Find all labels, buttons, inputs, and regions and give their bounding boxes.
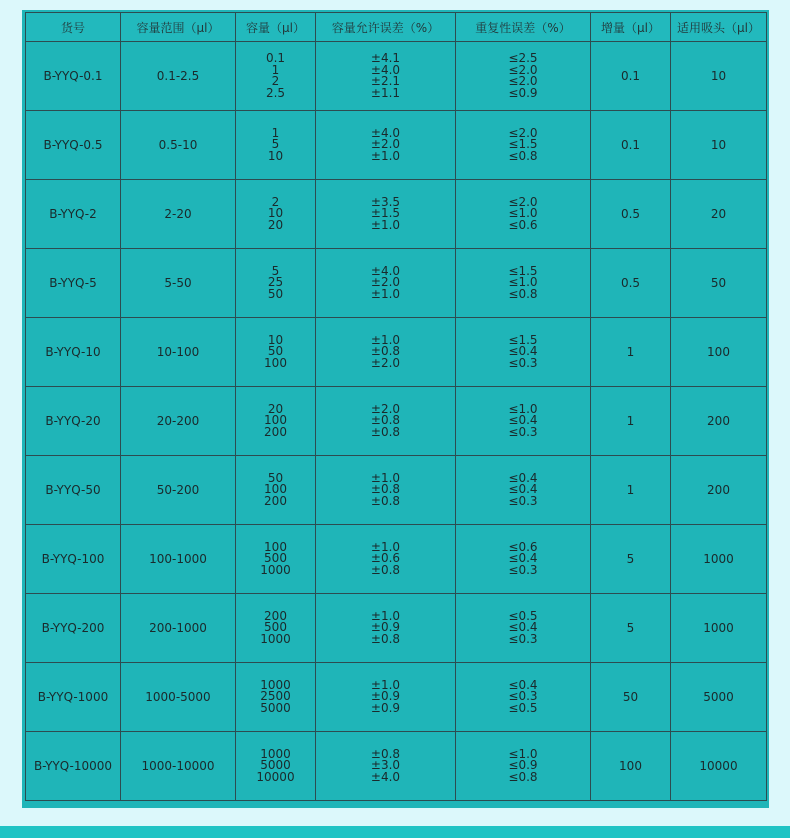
cell-increment: 5 [591, 594, 671, 663]
cell-tolerance [316, 387, 456, 456]
cell-repeatability-line: ≤1.5 [508, 332, 538, 347]
table-row [26, 111, 767, 180]
cell-tip: 10000 [671, 732, 767, 801]
cell-repeatability-line: ≤0.3 [508, 493, 538, 508]
cell-volumes-line: 500 [264, 620, 287, 635]
cell-repeatability-line: ≤1.5 [508, 137, 538, 152]
cell-tolerance [316, 594, 456, 663]
cell-volumes [236, 318, 316, 387]
cell-code: B-YYQ-5 [26, 249, 121, 318]
cell-code: B-YYQ-50 [26, 456, 121, 525]
table-row [26, 732, 767, 801]
cell-tolerance-line: ±4.0 [370, 263, 401, 278]
cell-repeatability-line: ≤0.3 [508, 424, 538, 439]
cell-volumes-line: 100 [264, 355, 287, 370]
cell-repeatability-line: ≤0.9 [508, 758, 538, 773]
cell-repeatability-line: ≤2.0 [508, 62, 538, 77]
cell-volumes-line: 5000 [260, 700, 291, 715]
cell-increment: 0.1 [591, 42, 671, 111]
cell-tolerance [316, 249, 456, 318]
cell-range: 0.1-2.5 [121, 42, 236, 111]
cell-tolerance-line: ±4.1 [370, 51, 401, 65]
cell-tolerance [316, 180, 456, 249]
table-row [26, 318, 767, 387]
cell-range: 100-1000 [121, 525, 236, 594]
cell-repeatability-line: ≤1.5 [508, 263, 538, 278]
cell-tolerance [316, 525, 456, 594]
cell-volumes-line: 1 [271, 62, 280, 77]
cell-volumes-line: 25 [267, 275, 284, 290]
cell-tolerance-line: ±1.0 [370, 217, 401, 232]
cell-tolerance-line: ±0.8 [370, 631, 401, 646]
cell-repeatability-line: ≤2.0 [508, 74, 538, 88]
cell-range: 200-1000 [121, 594, 236, 663]
table-row [26, 525, 767, 594]
cell-volumes-line: 10 [267, 332, 284, 347]
cell-volumes-line: 1 [271, 125, 280, 140]
cell-tolerance-line: ±0.9 [370, 700, 401, 715]
cell-tolerance-line: ±4.0 [370, 62, 401, 77]
cell-repeatability-line: ≤0.8 [508, 148, 538, 163]
cell-code: B-YYQ-100 [26, 525, 121, 594]
cell-repeatability-line: ≤0.6 [508, 539, 538, 554]
cell-tolerance [316, 663, 456, 732]
cell-range: 10-100 [121, 318, 236, 387]
cell-tip: 200 [671, 387, 767, 456]
cell-tolerance-line: ±4.0 [370, 125, 401, 140]
cell-tolerance-line: ±2.0 [370, 401, 401, 416]
cell-volumes-line: 50 [267, 286, 284, 301]
cell-repeatability-line: ≤0.4 [508, 470, 538, 485]
cell-repeatability [456, 387, 591, 456]
header-tolerance: 容量允许误差（%） [316, 13, 456, 42]
cell-volumes-line: 2500 [260, 689, 291, 704]
cell-volumes [236, 732, 316, 801]
table-row [26, 594, 767, 663]
cell-range: 5-50 [121, 249, 236, 318]
cell-repeatability-line: ≤0.4 [508, 551, 538, 566]
cell-tip: 200 [671, 456, 767, 525]
cell-repeatability-line: ≤0.3 [508, 631, 538, 646]
cell-volumes-line: 100 [264, 413, 287, 428]
cell-tolerance-line: ±1.0 [370, 148, 401, 163]
cell-increment: 1 [591, 456, 671, 525]
cell-volumes [236, 456, 316, 525]
header-increment: 增量（μl） [591, 13, 671, 42]
cell-volumes-line: 5000 [260, 758, 291, 773]
cell-tolerance-line: ±1.1 [370, 85, 401, 100]
cell-repeatability-line: ≤0.3 [508, 689, 538, 704]
cell-volumes [236, 180, 316, 249]
cell-volumes [236, 525, 316, 594]
cell-tolerance-line: ±2.0 [370, 275, 401, 290]
table-body [26, 42, 767, 801]
cell-code: B-YYQ-0.5 [26, 111, 121, 180]
cell-tolerance-line: ±1.0 [370, 286, 401, 301]
cell-range: 1000-10000 [121, 732, 236, 801]
cell-repeatability-line: ≤1.0 [508, 206, 538, 221]
header-volume: 容量（μl） [236, 13, 316, 42]
table-row [26, 42, 767, 111]
cell-range: 0.5-10 [121, 111, 236, 180]
cell-repeatability-line: ≤2.0 [508, 194, 538, 209]
cell-increment: 1 [591, 318, 671, 387]
cell-code: B-YYQ-1000 [26, 663, 121, 732]
cell-tolerance-line: ±0.9 [370, 620, 401, 635]
header-tip: 适用吸头（μl） [671, 13, 767, 42]
cell-tolerance-line: ±2.0 [370, 355, 401, 370]
cell-increment: 5 [591, 525, 671, 594]
cell-volumes-line: 1000 [260, 631, 291, 646]
cell-tip: 10 [671, 42, 767, 111]
header-code: 货号 [26, 13, 121, 42]
cell-volumes-line: 5 [271, 137, 280, 152]
cell-tolerance-line: ±1.0 [370, 470, 401, 485]
cell-repeatability-line: ≤0.4 [508, 344, 538, 359]
cell-tolerance-line: ±0.8 [370, 482, 401, 497]
cell-repeatability-line: ≤0.4 [508, 620, 538, 635]
cell-repeatability [456, 111, 591, 180]
cell-repeatability-line: ≤0.3 [508, 355, 538, 370]
cell-volumes-line: 100 [264, 482, 287, 497]
cell-tolerance [316, 732, 456, 801]
cell-volumes-line: 50 [267, 344, 284, 359]
cell-repeatability [456, 525, 591, 594]
cell-increment: 50 [591, 663, 671, 732]
cell-repeatability-line: ≤0.5 [508, 700, 538, 715]
cell-volumes-line: 2 [271, 194, 280, 209]
header-repeatability: 重复性误差（%） [456, 13, 591, 42]
cell-volumes-line: 1000 [260, 746, 291, 761]
cell-tolerance-line: ±1.0 [370, 539, 401, 554]
cell-volumes [236, 42, 316, 111]
cell-tip: 1000 [671, 525, 767, 594]
cell-code: B-YYQ-20 [26, 387, 121, 456]
pipette-spec-table [25, 12, 767, 801]
cell-tolerance-line: ±1.0 [370, 332, 401, 347]
cell-tolerance-line: ±3.5 [370, 194, 401, 209]
cell-tip: 10 [671, 111, 767, 180]
cell-repeatability-line: ≤0.5 [508, 608, 538, 623]
cell-tolerance-line: ±3.0 [370, 758, 401, 773]
cell-repeatability-line: ≤0.3 [508, 562, 538, 577]
cell-volumes-line: 20 [267, 401, 284, 416]
cell-increment: 0.5 [591, 249, 671, 318]
cell-tolerance-line: ±2.1 [370, 74, 401, 88]
cell-volumes-line: 200 [264, 424, 287, 439]
cell-repeatability [456, 456, 591, 525]
cell-volumes-line: 100 [264, 539, 287, 554]
cell-volumes-line: 200 [264, 608, 287, 623]
cell-tolerance-line: ±1.0 [370, 608, 401, 623]
cell-tip: 100 [671, 318, 767, 387]
cell-volumes-line: 2 [271, 74, 280, 88]
cell-range: 2-20 [121, 180, 236, 249]
cell-tolerance [316, 456, 456, 525]
cell-volumes-line: 500 [264, 551, 287, 566]
cell-volumes-line: 0.1 [265, 51, 286, 65]
cell-repeatability-line: ≤0.8 [508, 769, 538, 784]
table-row [26, 180, 767, 249]
cell-repeatability [456, 249, 591, 318]
cell-repeatability [456, 180, 591, 249]
cell-repeatability [456, 732, 591, 801]
cell-tolerance [316, 111, 456, 180]
cell-volumes [236, 387, 316, 456]
cell-volumes-line: 2.5 [265, 85, 286, 100]
cell-tolerance-line: ±0.6 [370, 551, 401, 566]
cell-volumes-line: 20 [267, 217, 284, 232]
header-range: 容量范围（μl） [121, 13, 236, 42]
cell-tip: 1000 [671, 594, 767, 663]
cell-volumes-line: 1000 [260, 677, 291, 692]
cell-tolerance-line: ±2.0 [370, 137, 401, 152]
cell-increment: 0.5 [591, 180, 671, 249]
cell-tolerance [316, 318, 456, 387]
table-row [26, 663, 767, 732]
cell-repeatability [456, 663, 591, 732]
cell-range: 1000-5000 [121, 663, 236, 732]
cell-volumes-line: 10 [267, 148, 284, 163]
cell-repeatability-line: ≤0.4 [508, 413, 538, 428]
cell-repeatability [456, 318, 591, 387]
cell-increment: 1 [591, 387, 671, 456]
cell-range: 50-200 [121, 456, 236, 525]
cell-code: B-YYQ-0.1 [26, 42, 121, 111]
cell-code: B-YYQ-2 [26, 180, 121, 249]
cell-tolerance-line: ±1.5 [370, 206, 401, 221]
table-row [26, 456, 767, 525]
cell-repeatability-line: ≤1.0 [508, 401, 538, 416]
cell-repeatability-line: ≤0.8 [508, 286, 538, 301]
cell-tolerance-line: ±0.8 [370, 413, 401, 428]
cell-tolerance-line: ±0.8 [370, 424, 401, 439]
cell-repeatability [456, 594, 591, 663]
cell-volumes [236, 594, 316, 663]
cell-tolerance-line: ±0.9 [370, 689, 401, 704]
cell-increment: 100 [591, 732, 671, 801]
cell-repeatability-line: ≤2.0 [508, 125, 538, 140]
cell-repeatability [456, 42, 591, 111]
cell-tolerance-line: ±4.0 [370, 769, 401, 784]
cell-volumes-line: 10 [267, 206, 284, 221]
cell-volumes-line: 1000 [260, 562, 291, 577]
cell-volumes [236, 249, 316, 318]
cell-volumes [236, 663, 316, 732]
cell-repeatability-line: ≤0.6 [508, 217, 538, 232]
cell-volumes-line: 200 [264, 493, 287, 508]
cell-repeatability-line: ≤0.4 [508, 482, 538, 497]
cell-volumes [236, 111, 316, 180]
cell-code: B-YYQ-10000 [26, 732, 121, 801]
cell-code: B-YYQ-10 [26, 318, 121, 387]
cell-tolerance-line: ±0.8 [370, 493, 401, 508]
cell-tip: 5000 [671, 663, 767, 732]
cell-repeatability-line: ≤1.0 [508, 275, 538, 290]
cell-repeatability-line: ≤0.9 [508, 85, 538, 100]
table-row [26, 387, 767, 456]
table-row [26, 249, 767, 318]
cell-tip: 50 [671, 249, 767, 318]
cell-range: 20-200 [121, 387, 236, 456]
cell-repeatability-line: ≤1.0 [508, 746, 538, 761]
cell-repeatability-line: ≤2.5 [508, 51, 538, 65]
header-row [26, 13, 767, 42]
cell-tolerance [316, 42, 456, 111]
cell-tolerance-line: ±0.8 [370, 746, 401, 761]
cell-volumes-line: 5 [271, 263, 280, 278]
cell-code: B-YYQ-200 [26, 594, 121, 663]
cell-tolerance-line: ±0.8 [370, 344, 401, 359]
cell-increment: 0.1 [591, 111, 671, 180]
cell-volumes-line: 50 [267, 470, 284, 485]
cell-tip: 20 [671, 180, 767, 249]
bottom-bar [0, 826, 790, 838]
cell-volumes-line: 10000 [256, 769, 295, 784]
cell-repeatability-line: ≤0.4 [508, 677, 538, 692]
cell-tolerance-line: ±0.8 [370, 562, 401, 577]
cell-tolerance-line: ±1.0 [370, 677, 401, 692]
